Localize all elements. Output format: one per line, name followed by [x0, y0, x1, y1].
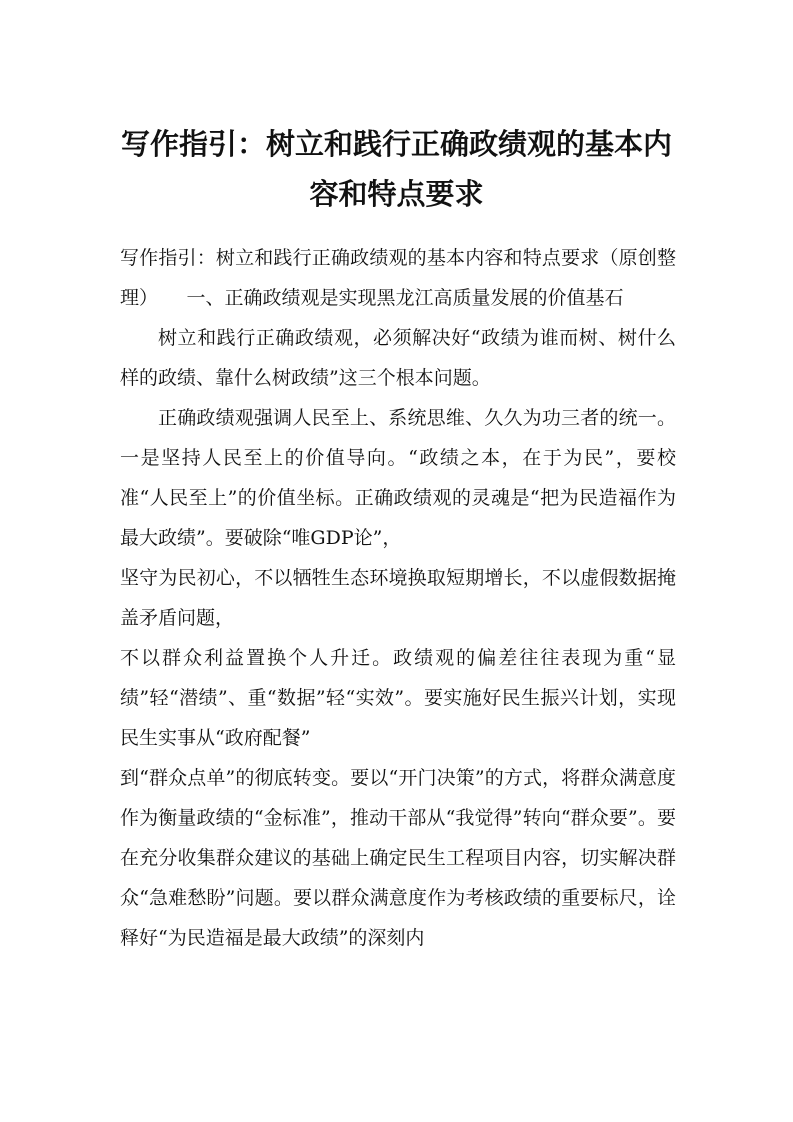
document-title-line-1: 写作指引：树立和践行正确政绩观的基本内 — [120, 127, 672, 161]
paragraph-initial-mission: 坚守为民初心，不以牺牲生态环境换取短期增长，不以虚假数据掩盖矛盾问题， — [120, 567, 676, 629]
paragraph-intro: 写作指引：树立和践行正确政绩观的基本内容和特点要求（原创整理） 一、正确政绩观是实现黑龙江高质量发展的价值基石 — [120, 247, 676, 309]
paragraph-people-first: 正确政绩观强调人民至上、系统思维、久久为功三者的统一。一是坚持人民至上的价值导向。“政绩之本，在于为民”，要校准“人民至上”的价值坐标。正确政绩观的灵魂是“把为民造福作为最大政绩”。要破除“唯GDP论”， — [120, 407, 676, 549]
document-title-line-2: 容和特点要求 — [309, 177, 484, 211]
paragraph-three-questions: 树立和践行正确政绩观，必须解决好“政绩为谁而树、树什么样的政绩、靠什么树政绩”这三个根本问题。 — [120, 327, 676, 389]
paragraph-open-decision: 到“群众点单”的彻底转变。要以“开门决策”的方式，将群众满意度作为衡量政绩的“金标准”，推动干部从“我觉得”转向“群众要”。要在充分收集群众建议的基础上确定民生工程项目内容，切实解决群众“急难愁盼”问题。要以群众满意度作为考核政绩的重要标尺，诠释好“为民造福是最大政绩”的深刻内 — [120, 767, 676, 949]
paragraph-bias: 不以群众利益置换个人升迁。政绩观的偏差往往表现为重“显绩”轻“潜绩”、重“数据”轻“实效”。要实施好民生振兴计划，实现民生实事从“政府配餐” — [120, 647, 676, 749]
document-body — [120, 238, 676, 958]
